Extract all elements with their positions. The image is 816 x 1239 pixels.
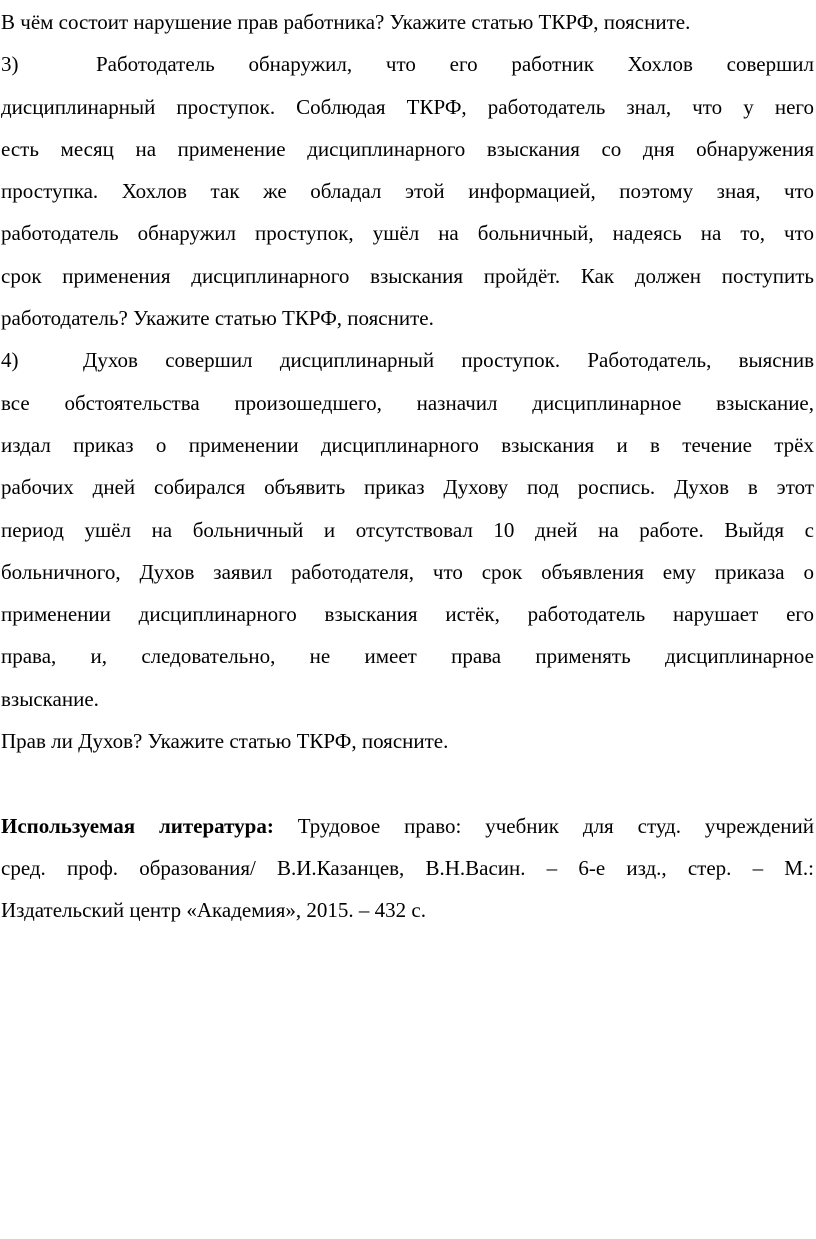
task-4-question: Прав ли Духов? Укажите статью ТКРФ, поясните. bbox=[1, 729, 449, 754]
document-body bbox=[1, 1, 814, 932]
task-4-number: 4) bbox=[1, 348, 19, 373]
paragraph-gap bbox=[1, 762, 814, 804]
task-4-line-4: рабочих дней собирался объявить приказ Духову под роспись. Духов в этот bbox=[1, 475, 814, 500]
task-4-line-3: издал приказ о применении дисциплинарного взыскания и в течение трёх bbox=[1, 432, 814, 457]
task-4-line-5: период ушёл на больничный и отсутствовал 10 дней на работе. Выйдя с bbox=[1, 517, 814, 542]
task-3-line-4: проступка. Хохлов так же обладал этой информацией, поэтому зная, что bbox=[1, 179, 814, 204]
literature-line-3: Издательский центр «Академия», 2015. – 432 с. bbox=[1, 898, 426, 923]
task-4-line-7: применении дисциплинарного взыскания истёк, работодатель нарушает его bbox=[1, 602, 814, 627]
intro-question: В чём состоит нарушение прав работника? Укажите статью ТКРФ, поясните. bbox=[1, 10, 691, 34]
task-3-line-7: работодатель? Укажите статью ТКРФ, поясните. bbox=[1, 306, 434, 331]
literature-label: Используемая литература: bbox=[1, 813, 274, 838]
literature-line-2: сред. проф. образования/ В.И.Казанцев, В.Н.Васин. – 6-е изд., стер. – М.: bbox=[1, 855, 814, 880]
task-4-line-6: больничного, Духов заявил работодателя, что срок объявления ему приказа о bbox=[1, 559, 814, 584]
task-3-line-2: дисциплинарный проступок. Соблюдая ТКРФ, работодатель знал, что у него bbox=[1, 94, 814, 119]
task-3-line-6: срок применения дисциплинарного взыскания пройдёт. Как должен поступить bbox=[1, 263, 814, 288]
task-4-line-9: взыскание. bbox=[1, 686, 99, 711]
task-3-number: 3) bbox=[1, 52, 19, 77]
task-3-line-1 bbox=[1, 43, 814, 85]
task-4-text-1: Духов совершил дисциплинарный проступок. Работодатель, выяснив bbox=[83, 348, 814, 373]
literature-line-1 bbox=[1, 805, 814, 847]
task-4-line-2: все обстоятельства произошедшего, назначил дисциплинарное взыскание, bbox=[1, 390, 814, 415]
literature-text-1: Трудовое право: учебник для студ. учреждений bbox=[297, 813, 814, 838]
task-4-line-8: права, и, следовательно, не имеет права применять дисциплинарное bbox=[1, 644, 814, 669]
task-3-line-3: есть месяц на применение дисциплинарного взыскания со дня обнаружения bbox=[1, 136, 814, 161]
task-3-text-1: Работодатель обнаружил, что его работник Хохлов совершил bbox=[96, 52, 814, 77]
task-4-line-1 bbox=[1, 339, 814, 381]
task-3-line-5: работодатель обнаружил проступок, ушёл на больничный, надеясь на то, что bbox=[1, 221, 814, 246]
